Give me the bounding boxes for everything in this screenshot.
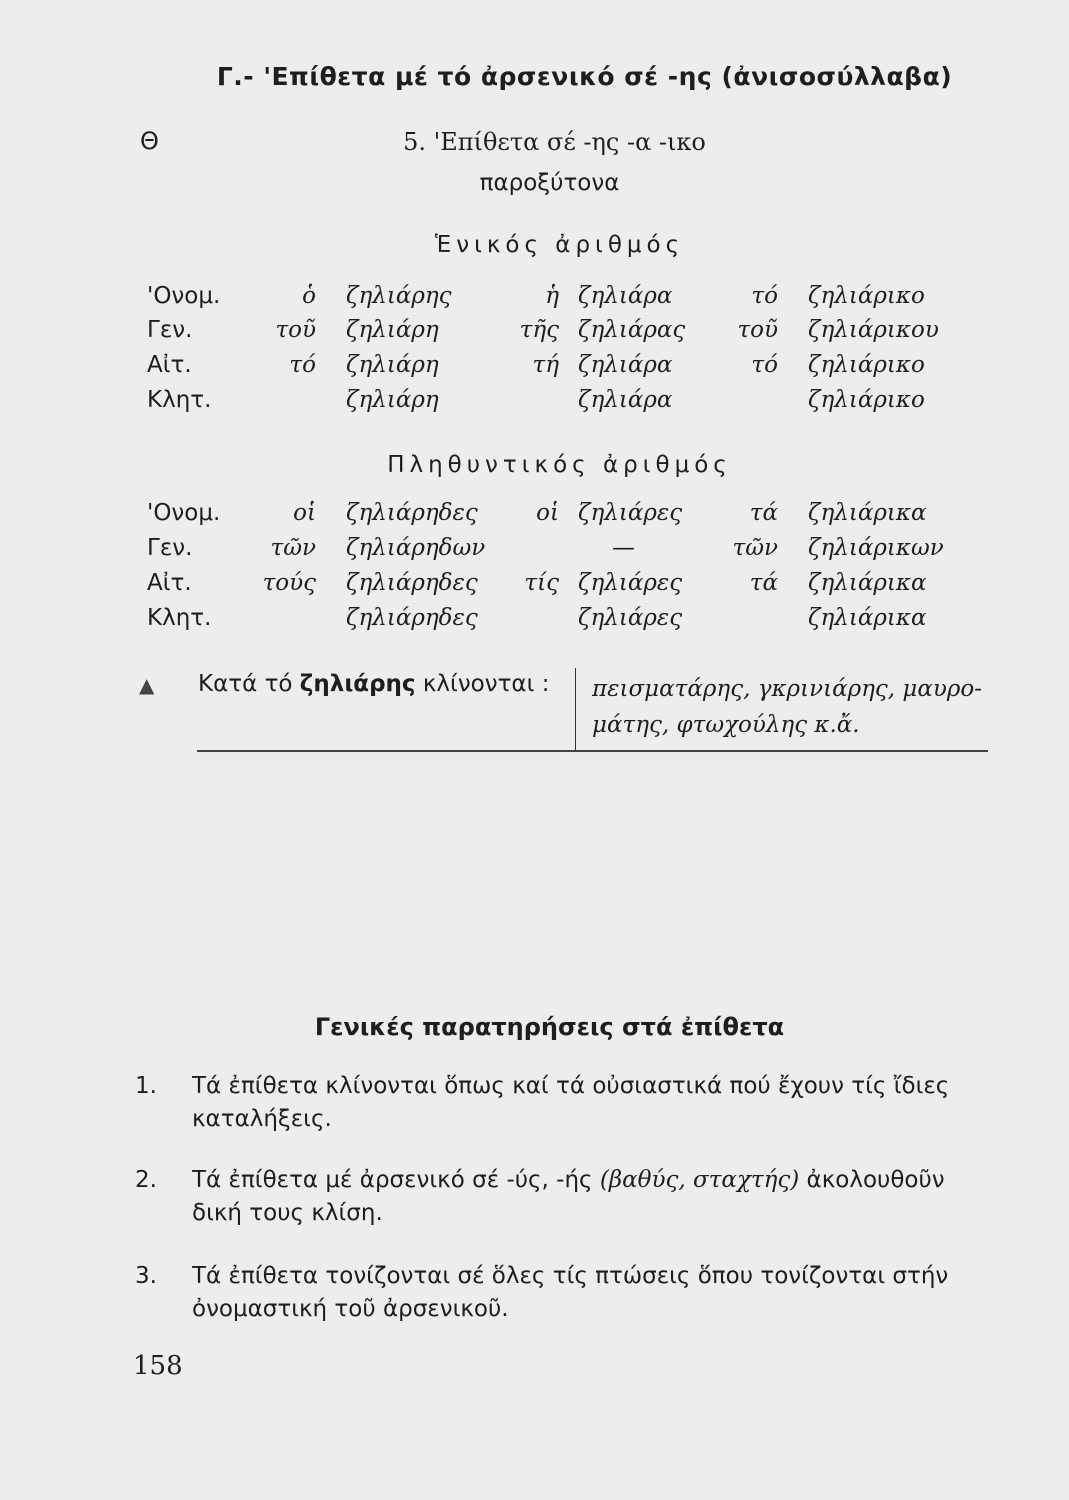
list-item bbox=[135, 1164, 995, 1230]
form-masc: ζηλιάρη bbox=[346, 317, 439, 343]
declension-examples bbox=[592, 671, 992, 743]
form-fem: ζηλιάρες bbox=[578, 570, 683, 596]
form-masc: ζηλιάρη bbox=[346, 352, 439, 378]
table-row bbox=[0, 535, 1069, 569]
plural-heading: Πληθυντικός ἀριθμός bbox=[387, 452, 732, 478]
case-label: 'Ονομ. bbox=[147, 283, 221, 309]
missing-form-dash: — bbox=[612, 535, 635, 561]
note-divider-horizontal bbox=[197, 750, 988, 752]
note-text: Τά ἐπίθετα τονίζονται σέ ὅλες τίς πτώσεις ὅπου τονίζονται στήν ὀνομαστική τοῦ ἀρσενικοῦ. bbox=[192, 1263, 949, 1322]
general-notes-title: Γενικές παρατηρήσεις στά ἐπίθετα bbox=[314, 1013, 785, 1041]
case-label: Κλητ. bbox=[147, 387, 212, 413]
table-row bbox=[0, 317, 1069, 351]
model-word: ζηλιάρης bbox=[299, 671, 416, 697]
article-masc: τῶν bbox=[270, 535, 316, 561]
article-masc: τοῦ bbox=[275, 317, 316, 343]
list-item bbox=[135, 1260, 995, 1326]
article-masc: τούς bbox=[262, 570, 316, 596]
list-item bbox=[135, 1070, 995, 1136]
form-neut: ζηλιάρικων bbox=[808, 535, 944, 561]
case-label: Αἰτ. bbox=[147, 570, 192, 596]
table-row bbox=[0, 283, 1069, 317]
form-fem: ζηλιάρες bbox=[578, 500, 683, 526]
case-label: Γεν. bbox=[147, 535, 193, 561]
form-masc: ζηλιάρηδες bbox=[346, 605, 478, 631]
form-neut: ζηλιάρικο bbox=[808, 352, 925, 378]
note-number: 3. bbox=[135, 1263, 157, 1289]
form-neut: ζηλιάρικο bbox=[808, 387, 925, 413]
form-masc: ζηλιάρηδες bbox=[346, 570, 478, 596]
examples-line-2: μάτης, φτωχούλης κ.ἄ. bbox=[592, 712, 860, 738]
form-fem: ζηλιάρες bbox=[578, 605, 683, 631]
table-row bbox=[0, 352, 1069, 386]
case-label: Αἰτ. bbox=[147, 352, 192, 378]
page-number: 158 bbox=[133, 1351, 183, 1381]
case-label: Κλητ. bbox=[147, 605, 212, 631]
note-text: Τά ἐπίθετα μέ ἀρσενικό σέ -ύς, -ής (βαθύς, σταχτής) ἀκολουθοῦν δική τους κλίση. bbox=[192, 1167, 945, 1226]
article-neut: τῶν bbox=[732, 535, 778, 561]
note-text: Τά ἐπίθετα κλίνονται ὅπως καί τά οὐσιαστικά πού ἔχουν τίς ἴδιες καταλήξεις. bbox=[192, 1073, 950, 1132]
form-neut: ζηλιάρικου bbox=[808, 317, 939, 343]
form-neut: ζηλιάρικα bbox=[808, 500, 927, 526]
article-masc: τό bbox=[289, 352, 316, 378]
section-title: Γ.- 'Επίθετα μέ τό ἀρσενικό σέ -ης (ἀνισοσύλλαβα) bbox=[216, 62, 953, 91]
note-divider-vertical bbox=[575, 668, 576, 752]
article-fem: τῆς bbox=[519, 317, 559, 343]
case-label: 'Ονομ. bbox=[147, 500, 221, 526]
declension-note-label: Κατά τό ζηλιάρης κλίνονται : bbox=[198, 671, 550, 697]
form-fem: ζηλιάρα bbox=[578, 387, 673, 413]
form-fem: ζηλιάρα bbox=[578, 352, 673, 378]
lesson-subtitle: παροξύτονα bbox=[479, 170, 620, 196]
singular-heading: Ἑνικός ἀριθμός bbox=[434, 232, 685, 258]
article-neut: τό bbox=[751, 352, 778, 378]
article-neut: τά bbox=[749, 500, 778, 526]
form-neut: ζηλιάρικα bbox=[808, 570, 927, 596]
form-fem: ζηλιάρα bbox=[578, 283, 673, 309]
theta-mark: Θ bbox=[140, 127, 159, 155]
article-fem: οἱ bbox=[536, 500, 559, 526]
examples-line-1: πεισματάρης, γκρινιάρης, μαυρο- bbox=[592, 676, 983, 702]
article-masc: οἱ bbox=[293, 500, 316, 526]
triangle-marker-icon: ▲ bbox=[139, 673, 155, 697]
form-masc: ζηλιάρηδων bbox=[346, 535, 486, 561]
article-masc: ὁ bbox=[302, 283, 316, 309]
article-fem: τίς bbox=[524, 570, 559, 596]
article-neut: τοῦ bbox=[737, 317, 778, 343]
article-neut: τά bbox=[749, 570, 778, 596]
article-neut: τό bbox=[751, 283, 778, 309]
form-neut: ζηλιάρικα bbox=[808, 605, 927, 631]
table-row bbox=[0, 605, 1069, 639]
form-neut: ζηλιάρικο bbox=[808, 283, 925, 309]
note-number: 2. bbox=[135, 1167, 157, 1193]
table-row bbox=[0, 387, 1069, 421]
article-fem: ἡ bbox=[545, 283, 559, 309]
table-row bbox=[0, 500, 1069, 534]
lesson-title: 5. 'Επίθετα σέ -ης -α -ικο bbox=[403, 128, 706, 156]
note-number: 1. bbox=[135, 1073, 157, 1099]
article-fem: τή bbox=[532, 352, 559, 378]
form-masc: ζηλιάρηδες bbox=[346, 500, 478, 526]
case-label: Γεν. bbox=[147, 317, 193, 343]
note-examples: (βαθύς, σταχτής) bbox=[599, 1167, 800, 1193]
form-fem: ζηλιάρας bbox=[578, 317, 686, 343]
form-masc: ζηλιάρη bbox=[346, 387, 439, 413]
table-row bbox=[0, 570, 1069, 604]
form-masc: ζηλιάρης bbox=[346, 283, 452, 309]
